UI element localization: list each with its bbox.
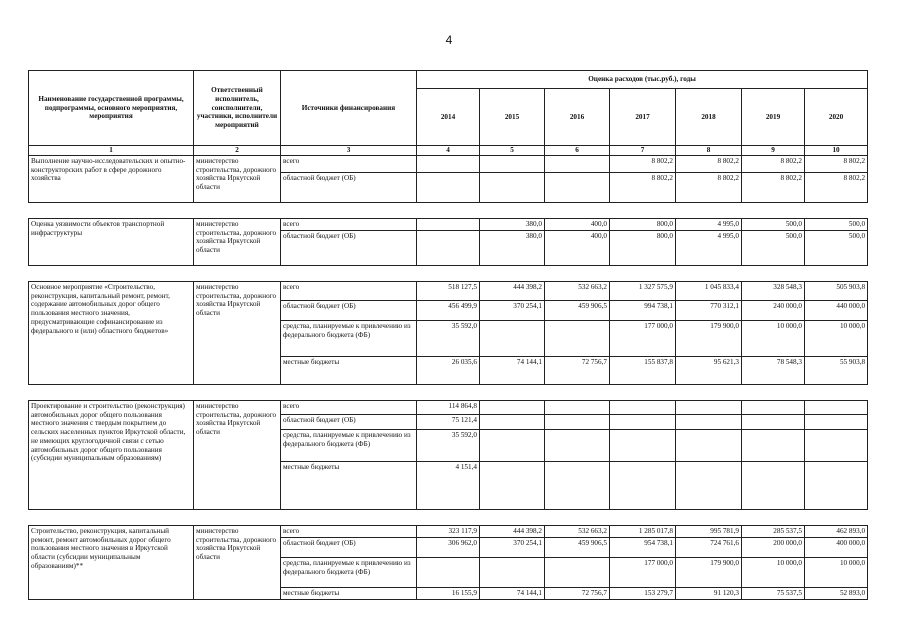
responsible-executor: министерство строительства, дорожного хозяйства Иркутской области <box>194 156 281 203</box>
amount-cell: 10 000,0 <box>742 321 805 357</box>
amount-cell: 72 756,7 <box>545 588 610 600</box>
responsible-executor: министерство строительства, дорожного хозяйства Иркутской области <box>194 282 281 385</box>
amount-cell: 75 537,5 <box>742 588 805 600</box>
amount-cell: 177 000,0 <box>610 321 676 357</box>
column-number: 5 <box>480 146 545 156</box>
amount-cell: 800,0 <box>610 219 676 231</box>
year-header-2016: 2016 <box>545 89 610 146</box>
spacer-row <box>29 266 868 282</box>
column-number: 9 <box>742 146 805 156</box>
funding-source: всего <box>281 282 417 301</box>
amount-cell: 10 000,0 <box>805 558 868 588</box>
amount-cell <box>610 430 676 462</box>
column-number: 1 <box>29 146 194 156</box>
amount-cell: 400,0 <box>545 219 610 231</box>
amount-cell: 35 592,0 <box>417 321 480 357</box>
header-source: Источники финансирования <box>281 71 417 146</box>
amount-cell: 10 000,0 <box>742 558 805 588</box>
amount-cell: 444 398,2 <box>480 526 545 538</box>
amount-cell: 285 537,5 <box>742 526 805 538</box>
amount-cell <box>676 430 742 462</box>
amount-cell: 328 548,3 <box>742 282 805 301</box>
amount-cell <box>417 219 480 231</box>
amount-cell: 459 906,5 <box>545 538 610 558</box>
amount-cell <box>610 462 676 510</box>
amount-cell: 518 127,5 <box>417 282 480 301</box>
funding-source: областной бюджет (ОБ) <box>281 538 417 558</box>
budget-table <box>28 70 868 600</box>
funding-source: всего <box>281 156 417 173</box>
amount-cell: 35 592,0 <box>417 430 480 462</box>
responsible-executor: министерство строительства, дорожного хозяйства Иркутской области <box>194 219 281 266</box>
year-header-2018: 2018 <box>676 89 742 146</box>
amount-cell: 200 000,0 <box>742 538 805 558</box>
amount-cell <box>480 462 545 510</box>
column-number: 7 <box>610 146 676 156</box>
funding-source: всего <box>281 401 417 415</box>
activity-name: Проектирование и строительство (реконструкция) автомобильных дорог общего пользования местного значения с твердым покрытием до сельских населенных пунктов Иркутской области, не имеющих круглогодичной связи с сетью автомобильных дорог общего пользования (субсидии муниципальным образованиям) <box>29 401 194 510</box>
funding-source: всего <box>281 219 417 231</box>
amount-cell: 1 327 575,9 <box>610 282 676 301</box>
column-numbers-row <box>29 146 868 156</box>
table-row <box>29 282 868 301</box>
amount-cell: 8 802,2 <box>805 173 868 203</box>
year-header-2014: 2014 <box>417 89 480 146</box>
amount-cell: 153 279,7 <box>610 588 676 600</box>
year-header-2020: 2020 <box>805 89 868 146</box>
column-number: 10 <box>805 146 868 156</box>
responsible-executor: министерство строительства, дорожного хозяйства Иркутской области <box>194 526 281 600</box>
amount-cell: 8 802,2 <box>610 156 676 173</box>
amount-cell: 323 117,9 <box>417 526 480 538</box>
amount-cell: 95 621,3 <box>676 357 742 385</box>
amount-cell <box>742 462 805 510</box>
amount-cell <box>545 321 610 357</box>
amount-cell <box>480 430 545 462</box>
table-row <box>29 401 868 415</box>
amount-cell: 8 802,2 <box>610 173 676 203</box>
responsible-executor: министерство строительства, дорожного хозяйства Иркутской области <box>194 401 281 510</box>
spacer-row <box>29 203 868 219</box>
activity-name: Оценка уязвимости объектов транспортной инфраструктуры <box>29 219 194 266</box>
year-header-2017: 2017 <box>610 89 676 146</box>
amount-cell <box>545 415 610 430</box>
amount-cell: 8 802,2 <box>742 156 805 173</box>
amount-cell: 380,0 <box>480 231 545 266</box>
funding-source: областной бюджет (ОБ) <box>281 301 417 321</box>
amount-cell <box>480 415 545 430</box>
activity-name: Выполнение научно-исследовательских и опытно-конструкторских работ в сфере дорожного хозяйства <box>29 156 194 203</box>
amount-cell: 75 121,4 <box>417 415 480 430</box>
amount-cell <box>417 173 480 203</box>
activity-name: Строительство, реконструкция, капитальный ремонт, ремонт автомобильных дорог общего пользования местного значения в Иркутской области (субсидии муниципальным образованиям)** <box>29 526 194 600</box>
amount-cell <box>742 430 805 462</box>
spacer-cell <box>29 510 868 526</box>
amount-cell: 72 756,7 <box>545 357 610 385</box>
amount-cell: 500,0 <box>805 231 868 266</box>
funding-source: средства, планируемые к привлечению из федерального бюджета (ФБ) <box>281 321 417 357</box>
amount-cell <box>545 173 610 203</box>
table-row <box>29 219 868 231</box>
amount-cell: 8 802,2 <box>676 156 742 173</box>
amount-cell <box>545 430 610 462</box>
amount-cell: 8 802,2 <box>742 173 805 203</box>
amount-cell: 74 144,1 <box>480 357 545 385</box>
amount-cell: 459 906,5 <box>545 301 610 321</box>
amount-cell <box>676 415 742 430</box>
header-responsible: Ответственный исполнитель, соисполнители, участники, исполнители мероприятий <box>194 71 281 146</box>
amount-cell: 114 864,8 <box>417 401 480 415</box>
amount-cell: 1 285 017,8 <box>610 526 676 538</box>
funding-source: средства, планируемые к привлечению из федерального бюджета (ФБ) <box>281 430 417 462</box>
amount-cell: 8 802,2 <box>805 156 868 173</box>
amount-cell <box>742 401 805 415</box>
year-header-2019: 2019 <box>742 89 805 146</box>
amount-cell: 4 151,4 <box>417 462 480 510</box>
amount-cell: 770 312,1 <box>676 301 742 321</box>
amount-cell <box>480 401 545 415</box>
amount-cell: 26 035,6 <box>417 357 480 385</box>
funding-source: местные бюджеты <box>281 588 417 600</box>
amount-cell: 177 000,0 <box>610 558 676 588</box>
amount-cell: 306 962,0 <box>417 538 480 558</box>
spacer-cell <box>29 266 868 282</box>
amount-cell <box>545 401 610 415</box>
amount-cell: 240 000,0 <box>742 301 805 321</box>
amount-cell: 155 837,8 <box>610 357 676 385</box>
amount-cell <box>480 173 545 203</box>
amount-cell: 55 903,8 <box>805 357 868 385</box>
amount-cell <box>805 401 868 415</box>
amount-cell <box>480 321 545 357</box>
column-number: 2 <box>194 146 281 156</box>
amount-cell <box>545 558 610 588</box>
table-row <box>29 526 868 538</box>
amount-cell <box>676 401 742 415</box>
amount-cell <box>480 156 545 173</box>
amount-cell <box>805 430 868 462</box>
activity-name: Основное мероприятие «Строительство, реконструкция, капитальный ремонт, ремонт, содержание автомобильных дорог общего пользования местного значения, предусматривающие софинансирование из федерального и (или) областного бюджетов» <box>29 282 194 385</box>
amount-cell: 440 000,0 <box>805 301 868 321</box>
funding-source: средства, планируемые к привлечению из федерального бюджета (ФБ) <box>281 558 417 588</box>
amount-cell: 456 499,9 <box>417 301 480 321</box>
header-name: Наименование государственной программы, подпрограммы, основного мероприятия, мероприятия <box>29 71 194 146</box>
page-number: 4 <box>445 33 453 47</box>
amount-cell <box>610 401 676 415</box>
amount-cell <box>610 415 676 430</box>
spacer-row <box>29 510 868 526</box>
amount-cell: 532 663,2 <box>545 282 610 301</box>
amount-cell: 4 995,0 <box>676 231 742 266</box>
spacer-cell <box>29 385 868 401</box>
amount-cell: 52 893,0 <box>805 588 868 600</box>
amount-cell: 995 781,9 <box>676 526 742 538</box>
amount-cell <box>676 462 742 510</box>
table-body <box>29 156 868 600</box>
amount-cell: 400,0 <box>545 231 610 266</box>
column-number: 8 <box>676 146 742 156</box>
amount-cell <box>480 558 545 588</box>
amount-cell <box>742 415 805 430</box>
amount-cell: 532 663,2 <box>545 526 610 538</box>
amount-cell: 994 738,1 <box>610 301 676 321</box>
amount-cell: 16 155,9 <box>417 588 480 600</box>
amount-cell: 444 398,2 <box>480 282 545 301</box>
spacer-cell <box>29 203 868 219</box>
amount-cell: 10 000,0 <box>805 321 868 357</box>
amount-cell: 380,0 <box>480 219 545 231</box>
column-number: 4 <box>417 146 480 156</box>
amount-cell: 91 120,3 <box>676 588 742 600</box>
table-row <box>29 156 868 173</box>
amount-cell: 462 893,0 <box>805 526 868 538</box>
amount-cell: 500,0 <box>805 219 868 231</box>
amount-cell <box>805 462 868 510</box>
amount-cell: 724 761,6 <box>676 538 742 558</box>
amount-cell: 500,0 <box>742 219 805 231</box>
amount-cell: 370 254,1 <box>480 301 545 321</box>
funding-source: местные бюджеты <box>281 462 417 510</box>
amount-cell: 74 144,1 <box>480 588 545 600</box>
amount-cell: 78 548,3 <box>742 357 805 385</box>
year-header-2015: 2015 <box>480 89 545 146</box>
amount-cell: 1 045 833,4 <box>676 282 742 301</box>
amount-cell: 8 802,2 <box>676 173 742 203</box>
amount-cell <box>417 156 480 173</box>
funding-source: всего <box>281 526 417 538</box>
spacer-row <box>29 385 868 401</box>
column-number: 3 <box>281 146 417 156</box>
amount-cell: 505 903,8 <box>805 282 868 301</box>
amount-cell: 500,0 <box>742 231 805 266</box>
funding-source: местные бюджеты <box>281 357 417 385</box>
column-number: 6 <box>545 146 610 156</box>
amount-cell: 400 000,0 <box>805 538 868 558</box>
funding-source: областной бюджет (ОБ) <box>281 415 417 430</box>
amount-cell <box>545 462 610 510</box>
amount-cell: 954 738,1 <box>610 538 676 558</box>
amount-cell: 370 254,1 <box>480 538 545 558</box>
amount-cell: 800,0 <box>610 231 676 266</box>
funding-source: областной бюджет (ОБ) <box>281 231 417 266</box>
amount-cell <box>545 156 610 173</box>
header-estimate: Оценка расходов (тыс.руб.), годы <box>417 71 868 89</box>
table-header <box>29 71 868 156</box>
funding-source: областной бюджет (ОБ) <box>281 173 417 203</box>
amount-cell <box>417 558 480 588</box>
amount-cell: 4 995,0 <box>676 219 742 231</box>
amount-cell: 179 900,0 <box>676 321 742 357</box>
amount-cell: 179 900,0 <box>676 558 742 588</box>
amount-cell <box>417 231 480 266</box>
amount-cell <box>805 415 868 430</box>
